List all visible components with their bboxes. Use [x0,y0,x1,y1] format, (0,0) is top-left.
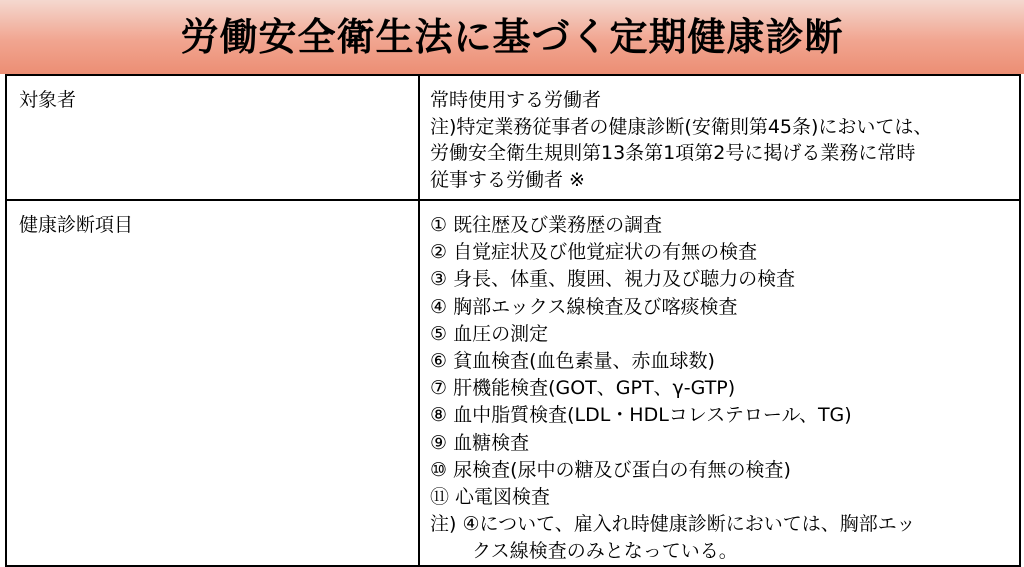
table-row-items [6,200,1020,566]
content-cell-items [419,200,1020,566]
title-banner [0,0,1024,74]
content-cell-target [419,75,1020,200]
page-title: 労働安全衛生法に基づく定期健康診断 [180,15,844,59]
row-label: 健康診断項目 [19,214,134,236]
note-line-2: クス線検査のみとなっている。 [472,540,738,563]
target-line-1: 常時使用する労働者 [430,89,602,111]
label-cell-target [6,75,419,200]
list-item: ⑥ 貧血検査(血色素量、赤血球数) [430,349,715,372]
list-item: ② 自覚症状及び他覚症状の有無の検査 [430,241,758,264]
list-item: ④ 胸部エックス線検査及び喀痰検査 [430,295,738,318]
list-item: ① 既往歴及び業務歴の調査 [430,214,663,236]
list-item: ③ 身長、体重、腹囲、視力及び聴力の検査 [430,268,796,291]
list-item: ⑦ 肝機能検査(GOT、GPT、γ-GTP) [430,377,736,400]
row-label: 対象者 [19,89,77,111]
list-item: ⑧ 血中脂質検査(LDL・HDLコレステロール、TG) [430,404,852,427]
list-item: ⑩ 尿検査(尿中の糖及び蛋白の有無の検査) [430,458,791,481]
note-line-1: 注) ④について、雇入れ時健康診断においては、胸部エッ [430,513,916,536]
target-line-3: 労働安全衛生規則第13条第1項第2号に掲げる業務に常時 [430,142,916,164]
target-line-2: 注)特定業務従事者の健康診断(安衛則第45条)においては、 [430,115,933,138]
list-item: ⑪ 心電図検査 [430,485,551,508]
list-item: ⑤ 血圧の測定 [430,322,549,345]
health-checkup-table [5,74,1021,567]
target-line-4: 従事する労働者 ※ [430,168,585,191]
label-cell-items [6,200,419,566]
table-row-target [6,75,1020,200]
list-item: ⑨ 血糖検査 [430,431,530,454]
